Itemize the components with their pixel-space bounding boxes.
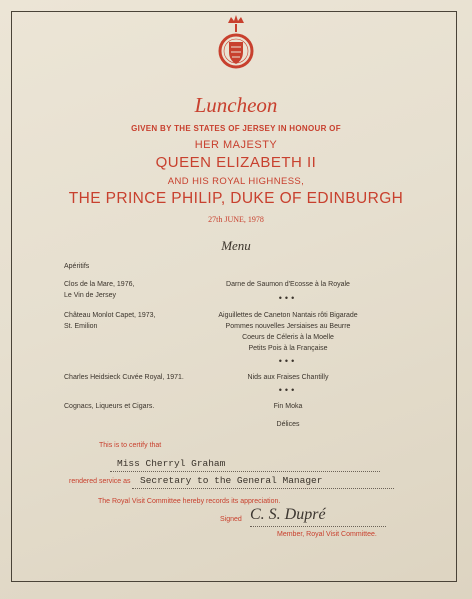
records-appreciation: The Royal Visit Committee hereby records its appreciation. bbox=[98, 498, 281, 505]
recipient-name: Miss Cherryl Graham bbox=[117, 458, 226, 469]
menu-heading: Menu bbox=[221, 238, 251, 253]
rendered-service-text: rendered service as bbox=[69, 478, 131, 485]
name-underline bbox=[110, 471, 380, 472]
dish-3: Pommes nouvelles Jersiaises au Beurre bbox=[225, 323, 351, 330]
course-separator: ••• bbox=[278, 293, 298, 303]
service-role: Secretary to the General Manager bbox=[140, 475, 323, 486]
course-separator: ••• bbox=[278, 385, 298, 395]
dish-6: Nids aux Fraises Chantilly bbox=[247, 374, 329, 381]
course-separator: ••• bbox=[278, 356, 298, 366]
wine-3: Charles Heidsieck Cuvée Royal, 1971. bbox=[64, 374, 184, 381]
role-underline bbox=[132, 488, 394, 489]
dish-2: Aiguillettes de Caneton Nantais rôti Bigarade bbox=[218, 312, 358, 319]
dish-1: Darne de Saumon d'Ecosse à la Royale bbox=[226, 281, 350, 288]
header-given-by: GIVEN BY THE STATES OF JERSEY IN HONOUR OF bbox=[131, 124, 341, 133]
signatory-title: Member, Royal Visit Committee. bbox=[277, 531, 377, 538]
dish-7: Fin Moka bbox=[273, 403, 303, 410]
header-prince: THE PRINCE PHILIP, DUKE OF EDINBURGH bbox=[68, 190, 404, 207]
header-his-royal-highness: AND HIS ROYAL HIGHNESS, bbox=[167, 176, 305, 187]
wine-2-line-2: St. Emilion bbox=[64, 323, 98, 330]
event-date: 27th JUNE, 1978 bbox=[208, 215, 264, 224]
jersey-crest-icon bbox=[216, 14, 256, 76]
signed-label: Signed bbox=[220, 516, 242, 523]
title-luncheon: Luncheon bbox=[194, 93, 278, 117]
wine-1-line-1: Clos de la Mare, 1976, bbox=[64, 281, 135, 288]
header-her-majesty: HER MAJESTY bbox=[194, 139, 278, 151]
signature-line bbox=[250, 526, 386, 527]
wine-1-line-2: Le Vin de Jersey bbox=[64, 292, 117, 299]
after-dinner-drinks: Cognacs, Liqueurs et Cigars. bbox=[64, 403, 155, 410]
wine-2-line-1: Château Monlot Capet, 1973, bbox=[64, 312, 156, 319]
signature: C. S. Dupré bbox=[250, 506, 326, 523]
dish-4: Coeurs de Céleris à la Moelle bbox=[242, 334, 334, 341]
dish-5: Petits Pois à la Française bbox=[248, 345, 328, 352]
header-queen: QUEEN ELIZABETH II bbox=[155, 154, 317, 171]
aperitifs-label: Apéritifs bbox=[64, 263, 90, 270]
certify-text: This is to certify that bbox=[99, 442, 162, 449]
dish-8: Délices bbox=[276, 421, 300, 428]
